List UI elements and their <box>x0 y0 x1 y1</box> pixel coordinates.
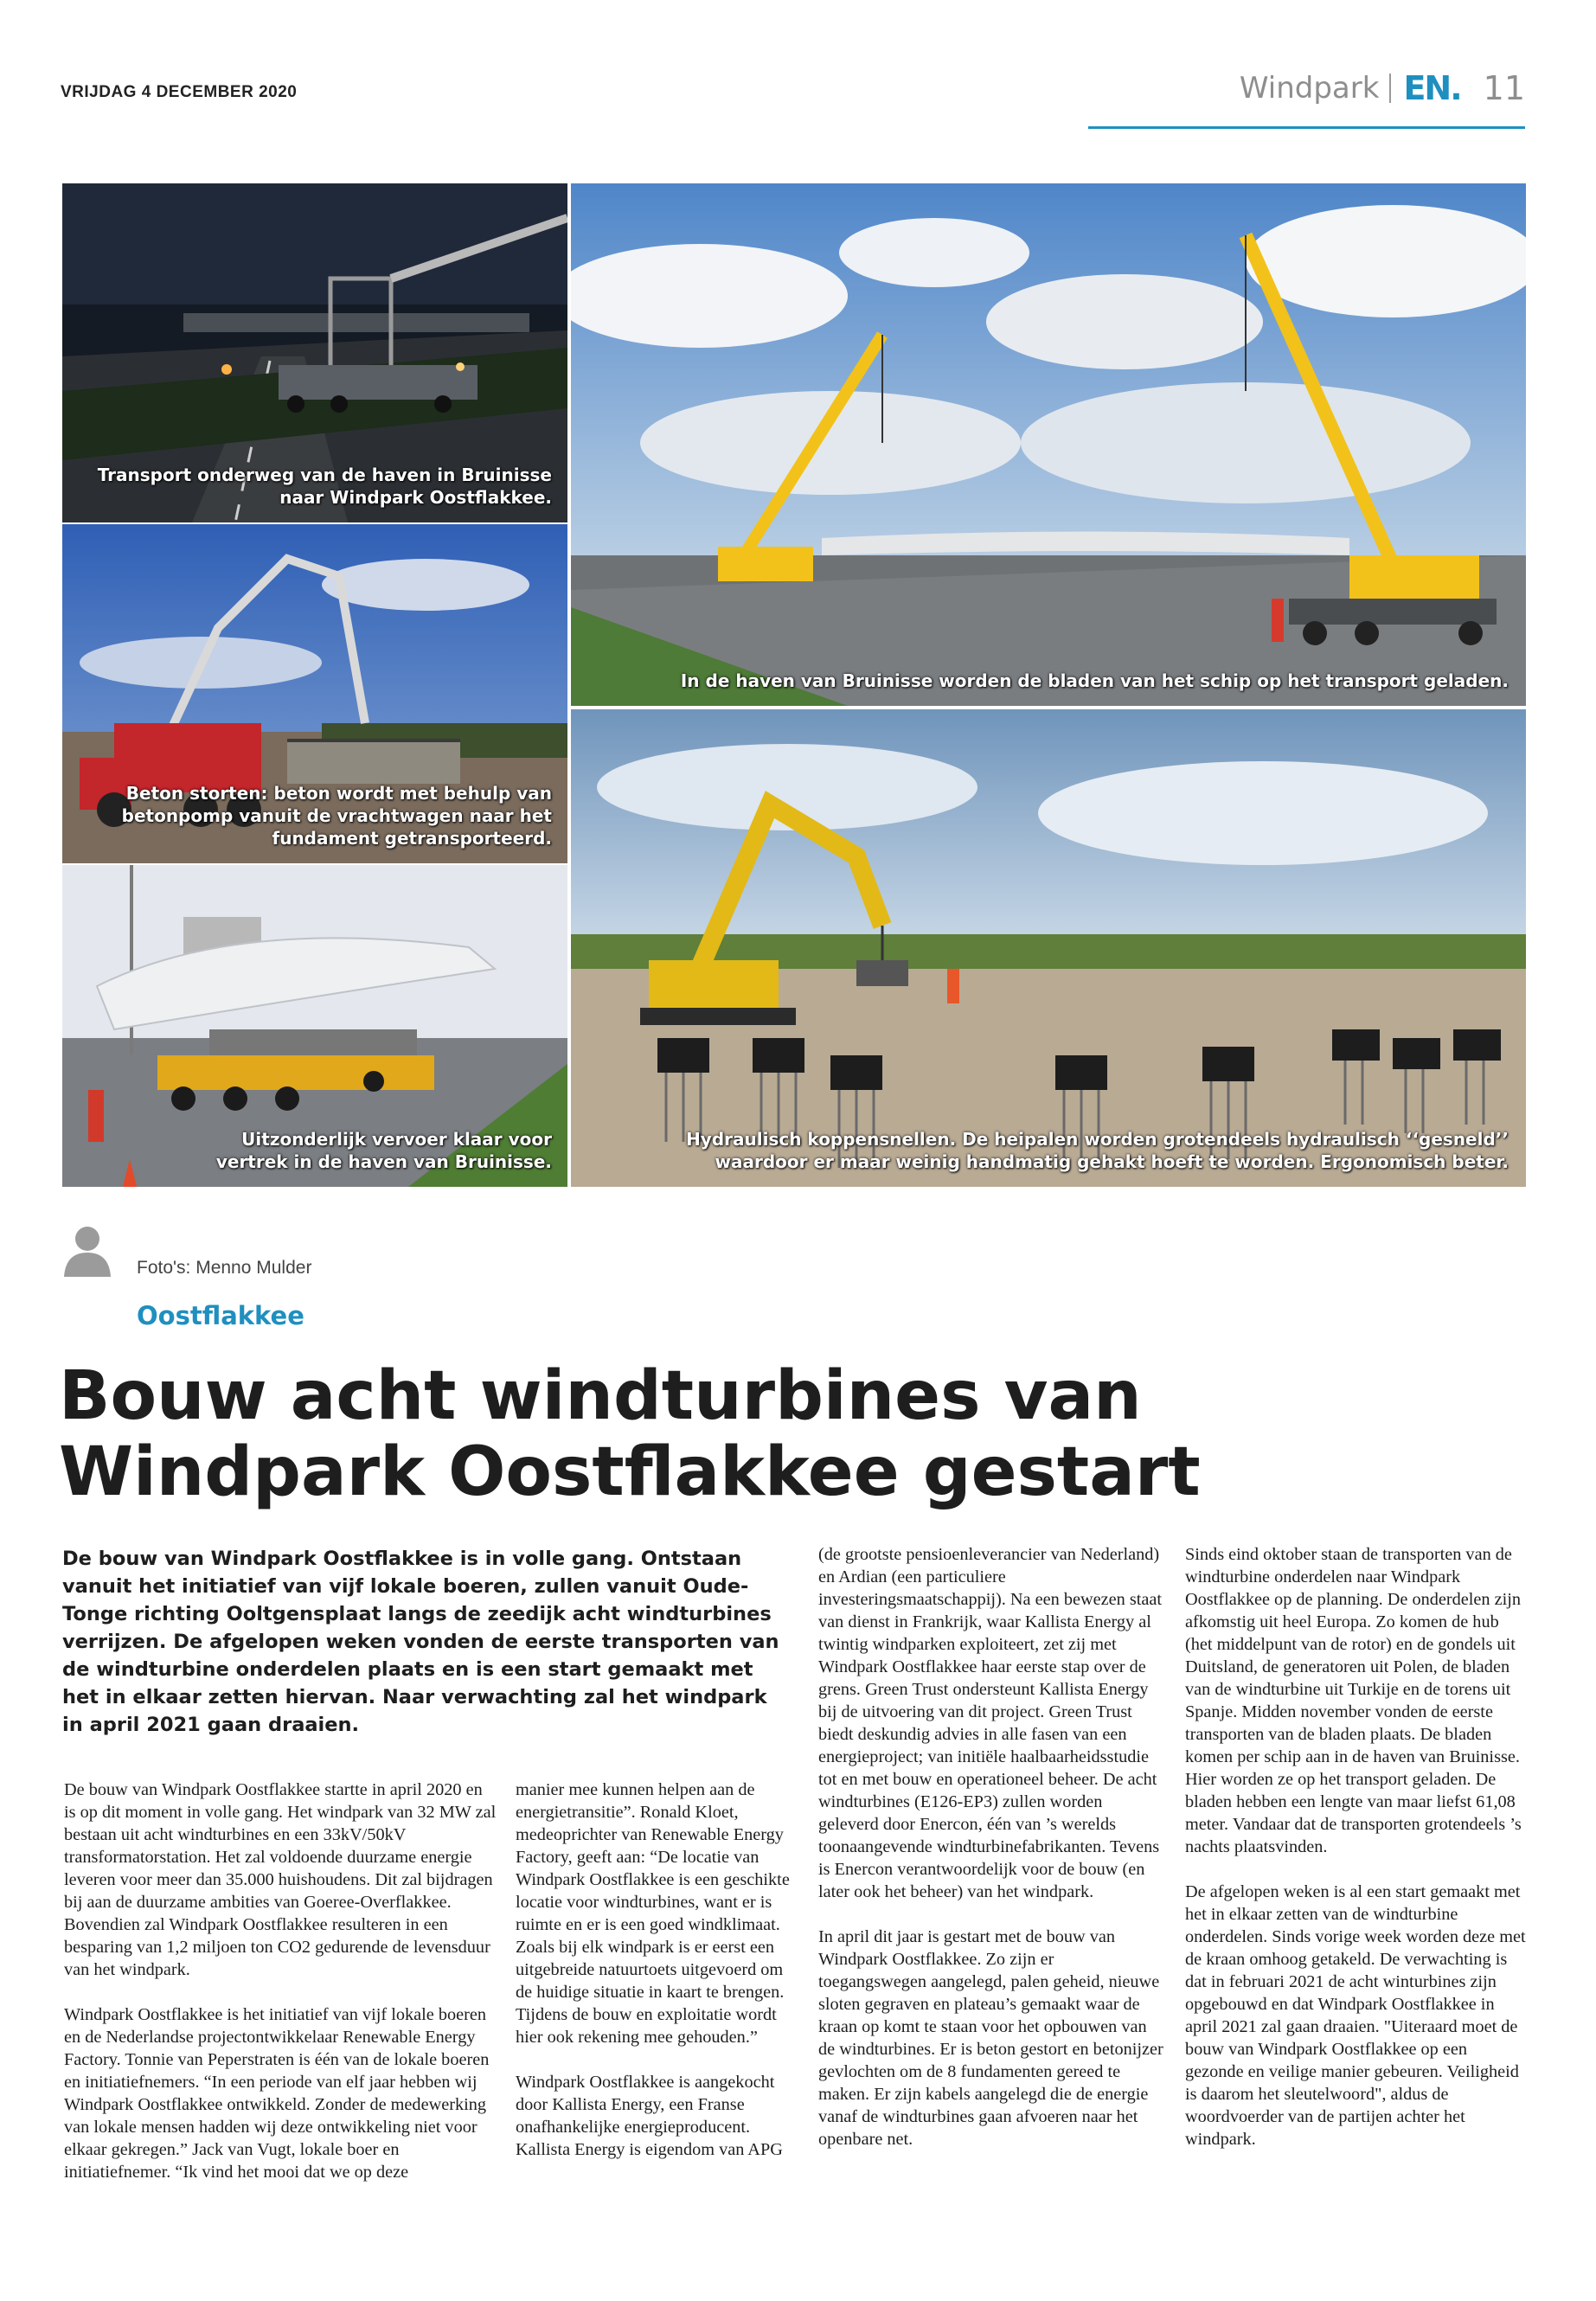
photo-concrete-pump <box>62 524 567 863</box>
page-header <box>1240 66 1525 111</box>
excavator-piles-image <box>571 709 1526 1187</box>
photo-night-transport <box>62 183 567 522</box>
caption-line: fundament getransporteerd. <box>272 828 552 849</box>
caption-line: betonpomp vanuit de vrachtwagen naar het <box>121 805 552 826</box>
photographer-icon <box>62 1223 112 1277</box>
photo-credit: Foto's: Menno Mulder <box>137 1258 312 1278</box>
body-paragraph: Windpark Oostflakkee is aangekocht door Kallista Energy, een Franse onafhankelijke energieproducent. Kallista Energy is eigendom van APG <box>516 2073 783 2159</box>
body-paragraph: De bouw van Windpark Oostflakkee startte in april 2020 en is op dit moment in volle gang. Het windpark van 32 MW zal bestaan uit acht windturbines en een 33kV/50kV transformatorstation. Het zal voldoende duurzame energie leveren voor meer dan 35.000 huishoudens. Dit zal bijdragen bij aan de duurzame ambities van Goeree-Overflakkee. Bovendien zal Windpark Oostflakkee resulteren in een besparing van 1,2 miljoen ton CO2 gedurende de levensduur van het windpark. <box>64 1780 497 1979</box>
photo-harbour-cranes <box>571 183 1526 706</box>
photo-caption <box>216 1128 552 1173</box>
caption-line: In de haven van Bruinisse worden de bladen van het schip op het transport geladen. <box>680 670 1509 691</box>
body-paragraph: Sinds eind oktober staan de transporten van de windturbine onderdelen naar Windpark Oostflakkee op de planning. De onderdelen zijn afkomstig uit heel Europa. Zo komen de hub (het middelpunt van de rotor) en de gondels uit Duitsland, de generatoren uit Polen, de bladen van de windturbine uit Turkije en de torens uit Spanje. Midden november vonden de eerste transporten van de bladen plaats. De bladen komen per schip aan in de haven van Bruinisse. Hier worden ze op het transport geladen. De bladen hebben een lengte van maar liefst 61,08 meter. Vandaar dat de transporten grotendeels ’s nachts plaatsvinden. <box>1185 1545 1522 1856</box>
article-kicker: Oostflakkee <box>137 1301 304 1330</box>
section-name: Windpark <box>1239 71 1380 106</box>
caption-line: vertrek in de haven van Bruinisse. <box>215 1151 552 1172</box>
photo-excavator-piles <box>571 709 1526 1187</box>
photo-caption <box>681 670 1509 692</box>
body-paragraph: Windpark Oostflakkee is het initiatief van vijf lokale boeren en de Nederlandse projectontwikkelaar Renewable Energy Factory. Tonnie van Peperstraten is één van de lokale boeren en initiatiefnemers. “In een periode van elf jaar hebben wij Windpark Oostflakkee ontwikkeld. Zonder de medewerking van lokale mensen hadden wij deze ontwikkeling niet voor elkaar gekregen.” Jack van Vugt, lokale boer en initiatiefnemer. “Ik vind het mooi dat we op deze <box>64 2005 490 2182</box>
caption-line: Beton storten: beton wordt met behulp van <box>125 783 552 804</box>
header-divider <box>1389 74 1391 103</box>
headline-line: Windpark Oostflakkee gestart <box>59 1433 1201 1511</box>
page-number: 11 <box>1483 69 1525 107</box>
photo-caption <box>122 782 552 849</box>
body-paragraph: (de grootste pensioenleverancier van Nederland) en Ardian (een particuliere investeringsmaatschappij). Na een bewezen staat van dienst in Frankrijk, waar Kallista Energy al twintig windparken exploiteert, zet zij met Windpark Oostflakkee haar eerste stap over de grens. Green Trust ondersteunt Kallista Energy bij de uitvoering van dit project. Green Trust biedt deskundig advies in alle fasen van een energieproject; van initiële haalbaarheidsstudie tot en met bouw en operationeel beheer. De acht windturbines (E126-EP3) zullen worden geleverd door Enercon, één van ’s werelds toonaangevende windturbinefabrikanten. Tevens is Enercon verantwoordelijk voor de bouw (en later ook het beheer) van het windpark. <box>818 1545 1163 1901</box>
newspaper-logo: EN. <box>1403 69 1461 107</box>
page-date: VRIJDAG 4 DECEMBER 2020 <box>61 83 298 101</box>
headline-line: Bouw acht windturbines van <box>59 1357 1142 1435</box>
caption-line: waardoor er maar weinig handmatig gehakt hoeft te worden. Ergonomisch beter. <box>715 1151 1509 1172</box>
body-column-3 <box>818 1543 1164 2173</box>
harbour-crane-image <box>571 183 1526 706</box>
body-column-2 <box>516 1779 792 2183</box>
article-headline <box>59 1358 1529 1510</box>
body-paragraph: manier mee kunnen helpen aan de energietransitie”. Ronald Kloet, medeoprichter van Renewable Energy Factory, geeft aan: “De locatie van Windpark Oostflakkee is een geschikte locatie voor windturbines, want er is ruimte en er is een goed windklimaat. Zoals bij elk windpark is er eerst een uitgebreide natuurtoets uitgevoerd om de huidige situatie in kaart te brengen. Tijdens de bouw en exploitatie wordt hier ook rekening mee gehouden.” <box>516 1780 790 2047</box>
caption-line: Hydraulisch koppensnellen. De heipalen worden grotendeels hydraulisch ‘‘gesneld’’ <box>686 1129 1509 1150</box>
photo-blade-transport <box>62 865 567 1187</box>
photo-caption <box>686 1128 1509 1173</box>
photo-caption <box>98 464 552 509</box>
caption-line: Transport onderweg van de haven in Bruinisse <box>97 465 552 485</box>
body-paragraph: De afgelopen weken is al een start gemaakt met het in elkaar zetten van de windturbine onderdelen. Sinds vorige week worden deze met de kraan omhoog getakeld. De verwachting is dat in februari 2021 de acht winturbines zijn opgebouwd en dat Windpark Oostflakkee in april 2021 zal gaan draaien. "Uiteraard moet de bouw van Windpark Oostflakkee op een gezonde en veilige manier gebeuren. Veiligheid is daarom het sleutelwoord", aldus de woordvoerder van de partijen achter het windpark. <box>1185 1882 1526 2149</box>
caption-line: Uitzonderlijk vervoer klaar voor <box>241 1129 552 1150</box>
caption-line: naar Windpark Oostflakkee. <box>279 487 552 508</box>
header-rule <box>1088 126 1525 129</box>
body-column-1 <box>64 1779 497 2206</box>
body-paragraph: In april dit jaar is gestart met de bouw van Windpark Oostflakkee. Zo zijn er toegangswegen aangelegd, palen geheid, nieuwe sloten gegraven en plateau’s gemaakt waar de kraan op komt te staan voor het opbouwen van de windturbines. Er is beton gestort en betonijzer gevlochten om de 8 fundamenten gereed te maken. Er zijn kabels aangelegd die de energie vanaf de windturbines gaan afvoeren naar het openbare net. <box>818 1927 1163 2149</box>
article-intro: De bouw van Windpark Oostflakkee is in volle gang. Ontstaan vanuit het initiatief van vijf lokale boeren, zullen vanuit Oude-Tonge richting Ooltgensplaat langs de zeedijk acht windturbines verrijzen. De afgelopen weken vonden de eerste transporten van de windturbine onderdelen plaats en is een start gemaakt met het in elkaar zetten hiervan. Naar verwachting zal het windpark in april 2021 gaan draaien. <box>62 1548 779 1736</box>
body-column-4 <box>1185 1543 1527 2173</box>
